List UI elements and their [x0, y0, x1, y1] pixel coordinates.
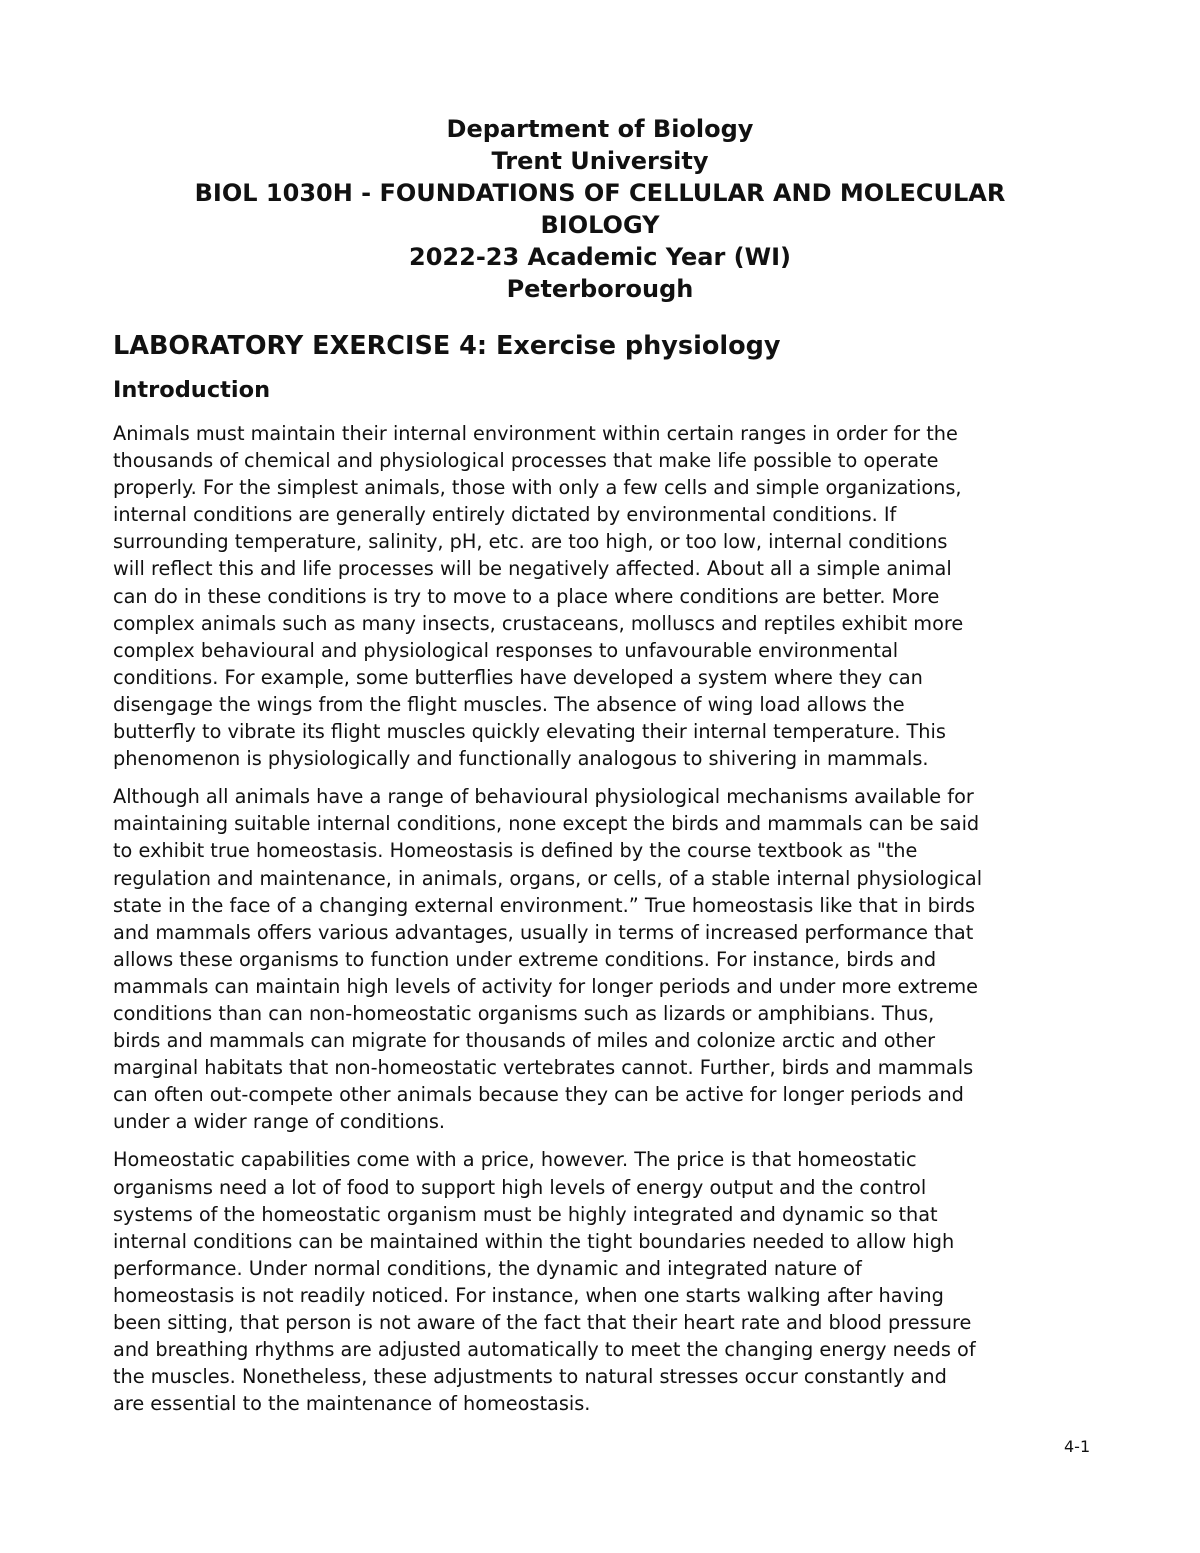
paragraph-line: surrounding temperature, salinity, pH, etc. are too high, or too low, internal conditions — [113, 530, 948, 554]
lab-title: LABORATORY EXERCISE 4: Exercise physiology — [113, 331, 781, 361]
academic-year: 2022-23 Academic Year (WI) — [409, 243, 791, 271]
paragraph-line: Animals must maintain their internal environment within certain ranges in order for the — [113, 422, 958, 445]
paragraph — [113, 1146, 1113, 1417]
department-name: Department of Biology — [446, 115, 754, 143]
paragraph-line: complex behavioural and physiological responses to unfavourable environmental — [113, 638, 899, 662]
paragraph-line: to exhibit true homeostasis. Homeostasis is defined by the course textbook as "the — [113, 839, 918, 863]
introduction-body — [113, 420, 1113, 1428]
paragraph-line: the muscles. Nonetheless, these adjustments to natural stresses occur constantly and — [113, 1365, 947, 1389]
paragraph-line: marginal habitats that non-homeostatic vertebrates cannot. Further, birds and mammals — [113, 1056, 974, 1080]
section-heading-introduction: Introduction — [113, 377, 271, 403]
paragraph — [113, 420, 1113, 772]
paragraph-line: systems of the homeostatic organism must be highly integrated and dynamic so that — [113, 1202, 938, 1226]
paragraph-line: can do in these conditions is try to move to a place where conditions are better. More — [113, 584, 940, 608]
paragraph-line: will reflect this and life processes will be negatively affected. About all a simple animal — [113, 557, 952, 581]
paragraph-line: state in the face of a changing external environment.” True homeostasis like that in birds — [113, 893, 976, 917]
paragraph-line: mammals can maintain high levels of activity for longer periods and under more extreme — [113, 974, 978, 998]
paragraph-line: disengage the wings from the flight muscles. The absence of wing load allows the — [113, 692, 905, 716]
course-title-continued: BIOLOGY — [540, 211, 660, 239]
paragraph-line: phenomenon is physiologically and functionally analogous to shivering in mammals. — [113, 747, 929, 771]
course-title: BIOL 1030H - FOUNDATIONS OF CELLULAR AND MOLECULAR — [194, 179, 1006, 207]
paragraph-line: Homeostatic capabilities come with a price, however. The price is that homeostatic — [113, 1148, 917, 1172]
paragraph-line: properly. For the simplest animals, those with only a few cells and simple organizations, — [113, 476, 962, 500]
paragraph-line: birds and mammals can migrate for thousands of miles and colonize arctic and other — [113, 1029, 936, 1053]
paragraph-line: under a wider range of conditions. — [113, 1110, 446, 1134]
paragraph-line: can often out-compete other animals because they can be active for longer periods and — [113, 1083, 964, 1107]
paragraph — [113, 783, 1113, 1135]
paragraph-line: allows these organisms to function under extreme conditions. For instance, birds and — [113, 947, 937, 971]
paragraph-line: and mammals offers various advantages, usually in terms of increased performance that — [113, 920, 974, 944]
document-header — [100, 113, 1100, 305]
campus-name: Peterborough — [506, 275, 694, 303]
university-name: Trent University — [491, 147, 709, 175]
paragraph-line: Although all animals have a range of behavioural physiological mechanisms available for — [113, 785, 974, 809]
page-number: 4-1 — [1064, 1437, 1091, 1456]
paragraph-line: internal conditions can be maintained within the tight boundaries needed to allow high — [113, 1229, 955, 1253]
paragraph-line: been sitting, that person is not aware of the fact that their heart rate and blood pressure — [113, 1311, 972, 1334]
paragraph-line: internal conditions are generally entirely dictated by environmental conditions. If — [113, 503, 897, 527]
paragraph-line: conditions. For example, some butterflies have developed a system where they can — [113, 665, 923, 689]
paragraph-line: and breathing rhythms are adjusted automatically to meet the changing energy needs of — [113, 1338, 976, 1362]
paragraph-line: maintaining suitable internal conditions, none except the birds and mammals can be said — [113, 812, 980, 836]
paragraph-line: conditions than can non-homeostatic organisms such as lizards or amphibians. Thus, — [113, 1001, 935, 1025]
paragraph-line: complex animals such as many insects, crustaceans, molluscs and reptiles exhibit more — [113, 611, 964, 635]
paragraph-line: are essential to the maintenance of homeostasis. — [113, 1392, 591, 1416]
paragraph-line: homeostasis is not readily noticed. For instance, when one starts walking after having — [113, 1283, 944, 1307]
paragraph-line: butterfly to vibrate its flight muscles quickly elevating their internal temperature. This — [113, 720, 946, 744]
paragraph-line: organisms need a lot of food to support high levels of energy output and the control — [113, 1175, 927, 1199]
paragraph-line: regulation and maintenance, in animals, organs, or cells, of a stable internal physiological — [113, 866, 983, 890]
paragraph-line: thousands of chemical and physiological processes that make life possible to operate — [113, 449, 939, 473]
paragraph-line: performance. Under normal conditions, the dynamic and integrated nature of — [113, 1256, 862, 1280]
